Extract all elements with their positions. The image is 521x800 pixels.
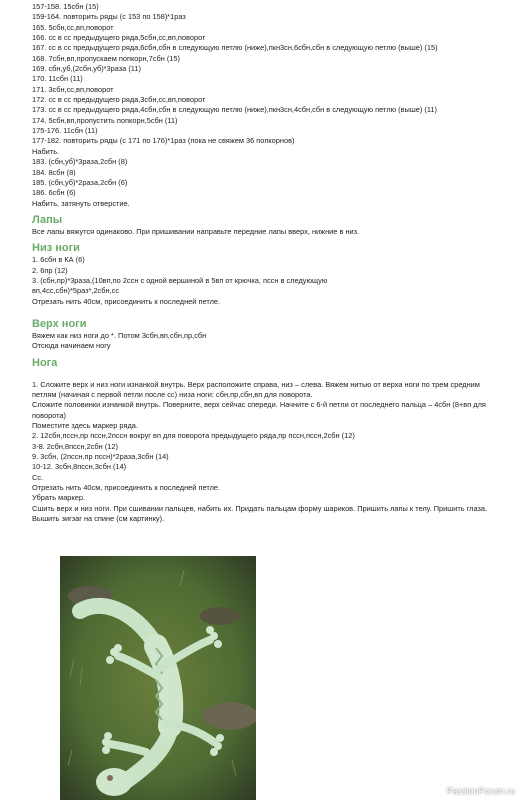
leg-row: Сложите половинки изнанкой внутрь. Поверните, верх сейчас спереди. Начните с 6-й петли от последнего пальца – 4сбн (8+вп для поворота) (32, 400, 488, 420)
section-heading-paws: Лапы (32, 213, 63, 226)
pattern-row: 169. сбн,уб,(2сбн,уб)*3раза (11) (32, 64, 141, 74)
lizard-photo (60, 556, 256, 800)
leg-row: Сшить верх и низ ноги. При сшивании пальцев, набить их. Придать пальцам форму шариков. Пришить лапы к телу. Пришить глаза. Вышить зигзаг на спине (см картинку). (32, 503, 490, 524)
leg-row: 9. 3сбн, (2пссн,пр пссн)*2раза,3сбн (14) (32, 452, 169, 462)
leg-top-row: Вяжем как низ ноги до *. Потом 3сбн,вп,сбн,пр,сбн (32, 330, 207, 340)
leg-row: 1. Сложите верх и низ ноги изнанкой внутрь. Верх расположите справа, низ – слева. Вяжем нитью от верха ноги по трем средним петлям (начиная с первой петли после сс) низа ноги: сбн,пр,сбн,вп для поворота. (32, 379, 482, 399)
pattern-row: 167. сс в сс предыдущего ряда,6сбн,сбн в следующую петлю (ниже),пкн3сн,6сбн,сбн в следующую петлю (выше) (15) (32, 43, 438, 53)
leg-row: Поместите здесь маркер ряда. (32, 421, 138, 430)
pattern-row: 186. 6сбн (6) (32, 188, 76, 198)
pattern-row: 157-158. 15сбн (15) (32, 2, 99, 11)
pattern-row: 171. 3сбн,сс,вп,поворот (32, 84, 114, 94)
leg-bottom-row: Отрезать нить 40см, присоединить к последней петле. (32, 296, 221, 306)
leg-row: 10-12. 3сбн,8пссн,3сбн (14) (32, 462, 127, 472)
pattern-row: 166. сс в сс предыдущего ряда,5сбн,сс,вп,поворот (32, 33, 206, 43)
pattern-row: 159-164. повторить ряды (с 153 по 158)*1раз (32, 12, 186, 22)
pattern-row: Набить. (32, 146, 60, 156)
leg-row: Сс. (32, 472, 44, 482)
pattern-row: 170. 11сбн (11) (32, 74, 83, 84)
pattern-row: 185. (сбн,уб)*2раза,2сбн (6) (32, 177, 128, 187)
section-heading-leg-top: Верх ноги (32, 317, 87, 330)
pattern-row: 168. 7сбн,вп,пропускаем попкорн,7сбн (15) (32, 53, 180, 63)
pattern-row: 173. сс в сс предыдущего ряда,4сбн,сбн в следующую петлю (ниже),пкн3сн,4сбн,сбн в следующую петлю (выше) (11) (32, 105, 438, 115)
paws-text: Все лапы вяжутся одинаково. При пришивании направьте передние лапы вверх, нижние в низ. (32, 226, 360, 236)
pattern-row: Набить, затянуть отверстие. (32, 198, 130, 208)
leg-bottom-row: вп,4сс,сбн)*5раз*,2сбн,сс (32, 286, 120, 296)
pattern-row: 175-176. 11сбн (11) (32, 126, 98, 136)
leg-row: 3-8. 2сбн,8пссн,2сбн (12) (32, 441, 118, 451)
pattern-row: 172. сс в сс предыдущего ряда,3сбн,сс,вп,поворот (32, 95, 206, 105)
section-heading-leg-bottom: Низ ноги (32, 242, 80, 255)
leg-bottom-row: 2. 6пр (12) (32, 265, 68, 275)
lizard-illustration (60, 556, 256, 800)
leg-bottom-row: 1. 6сбн в КА (6) (32, 255, 85, 265)
pattern-row: 184. 8сбн (8) (32, 167, 76, 177)
pattern-row: 174. 5сбн,вп,пропустить попкорн,5сбн (11) (32, 115, 178, 125)
leg-row: 2. 12сбн,пссн,пр пссн,2пссн вокруг вп для поворота предыдущего ряда,пр пссн,пссн,2сбн (12) (32, 431, 355, 441)
pattern-document (32, 2, 502, 524)
leg-row: Убрать маркер. (32, 493, 86, 503)
pattern-row: 177-182. повторить ряды (с 171 по 176)*1раз (пока не свяжем 36 попкорнов) (32, 136, 295, 146)
section-heading-leg: Нога (32, 356, 58, 369)
pattern-row: 183. (сбн,уб)*3раза,2сбн (8) (32, 157, 128, 167)
pattern-row: 165. 5сбн,сс,вп,поворот (32, 22, 114, 32)
leg-row: Отрезать нить 40см, присоединить к последней петле. (32, 483, 221, 493)
leg-bottom-row: 3. (сбн,пр)*3раза,(10вп,по 2ссн с одной вершиной в 5вп от крючка, пссн в следующую (32, 275, 328, 285)
leg-top-row: Отсюда начинаем ногу (32, 341, 111, 351)
rows-top-block (32, 2, 502, 209)
watermark: PassionForum.ru (446, 786, 515, 796)
